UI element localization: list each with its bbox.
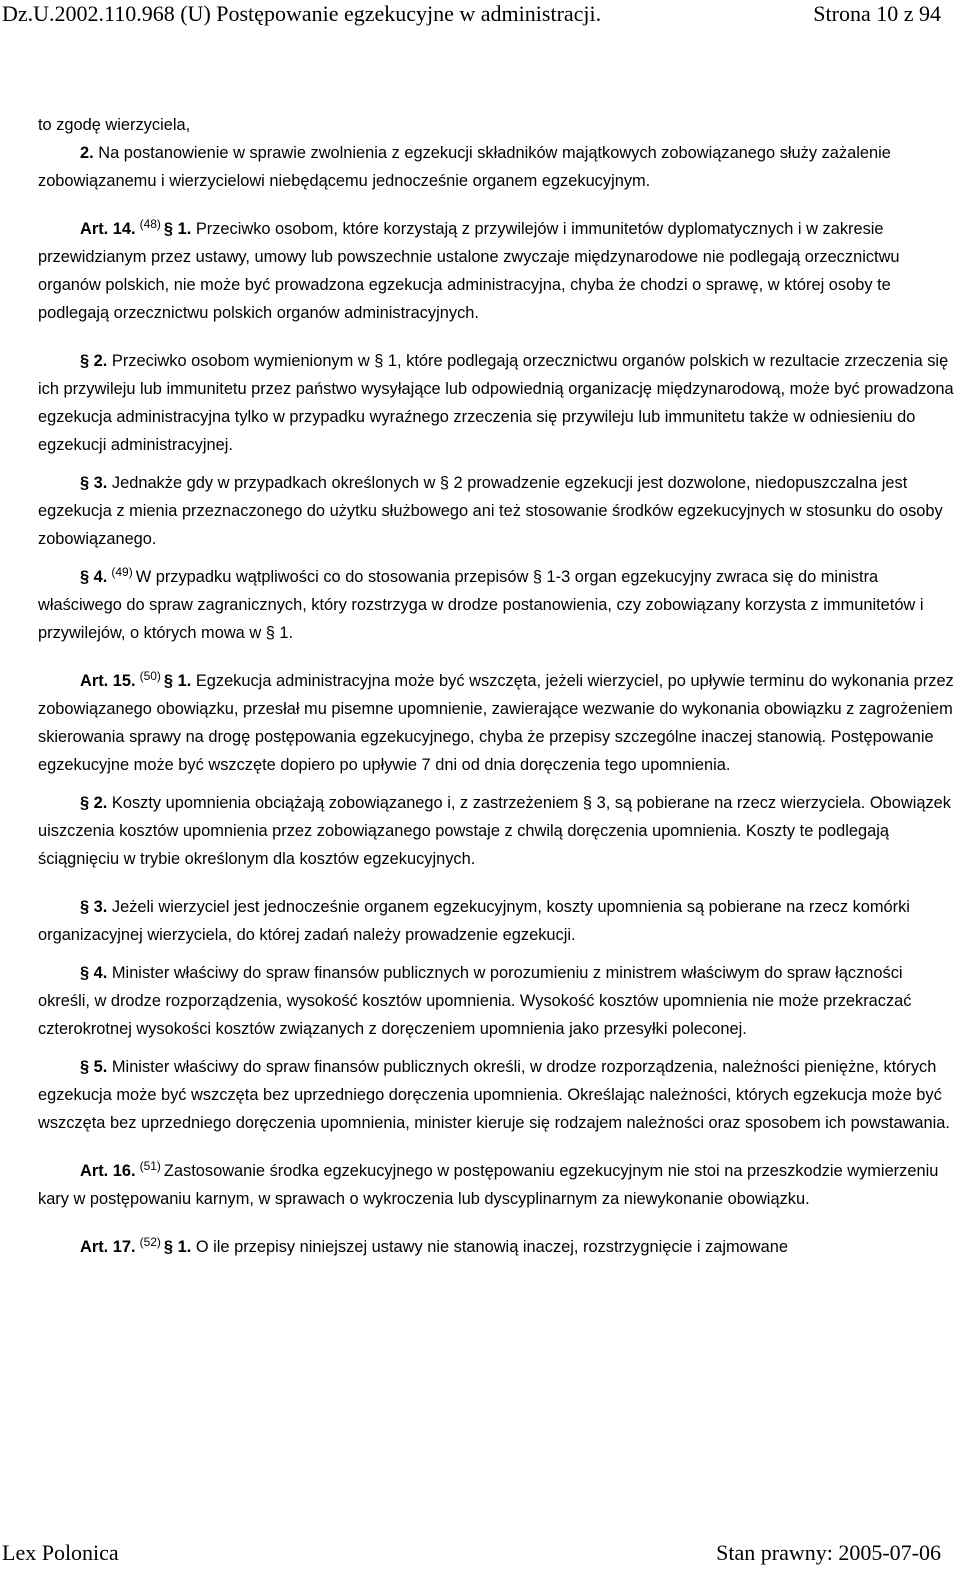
article-14-s4 (38, 563, 956, 647)
section-number: § 2. (80, 794, 108, 812)
section-number: § 1. (163, 672, 192, 690)
paragraph-text: Egzekucja administracyjna może być wszczęta, jeżeli wierzyciel, po upływie terminu do wykonania przez zobowiązanego obowiązku, przesłał mu pisemne upomnienie, zawierające wezwanie do wykonania obowiązku z zagrożeniem skierowania sprawy na drogę postępowania egzekucyjnego, chyba że przepisy szczególne inaczej stanowią. Postępowanie egzekucyjne może być wszczęte dopiero po upływie 7 dni od dnia doręczenia tego upomnienia. (38, 672, 954, 774)
document-body (38, 111, 956, 1261)
article-15-s3 (38, 893, 956, 949)
section-number: § 1. (163, 1238, 192, 1256)
page-header (0, 0, 960, 40)
article-14-s3 (38, 469, 956, 553)
article-15-s5 (38, 1053, 956, 1137)
article-14-s1 (38, 215, 956, 327)
article-15-s1 (38, 667, 956, 779)
article-number: Art. 14. (80, 220, 136, 238)
article-number: Art. 15. (80, 672, 136, 690)
section-number: § 3. (80, 898, 108, 916)
paragraph-text: O ile przepisy niniejszej ustawy nie stanowią inaczej, rozstrzygnięcie i zajmowane (191, 1238, 788, 1256)
header-document-title: Dz.U.2002.110.968 (U) Postępowanie egzekucyjne w administracji. (2, 1, 602, 26)
article-15-s2 (38, 789, 956, 873)
section-number: § 1. (163, 220, 192, 238)
footnote-ref[interactable]: (51) (139, 1159, 161, 1173)
footnote-ref[interactable]: (52) (139, 1235, 161, 1249)
paragraph-text: Minister właściwy do spraw finansów publicznych w porozumieniu z ministrem właściwym do spraw łączności określi, w drodze rozporządzenia, wysokość kosztów upomnienia. Wysokość kosztów upomnienia nie może przekraczać czterokrotnej wysokości kosztów związanych z doręczeniem upomnienia jako przesyłki poleconej. (38, 964, 912, 1038)
header-page-number: Strona 10 z 94 (813, 1, 941, 26)
footnote-ref[interactable]: (49) (111, 565, 133, 579)
paragraph-text: Przeciwko osobom wymienionym w § 1, które podlegają orzecznictwu organów polskich w rezultacie zrzeczenia się ich przywileju lub immunitetu przez państwo wysyłające lub odpowiednią organizację międzynarodową, może być prowadzona egzekucja administracyjna tylko w przypadku wyraźnego zrzeczenia się przywileju lub immunitetu także w odniesieniu do egzekucji administracyjnej. (38, 352, 954, 454)
paragraph-text: W przypadku wątpliwości co do stosowania przepisów § 1-3 organ egzekucyjny zwraca się do ministra właściwego do spraw zagranicznych, który rozstrzyga w drodze postanowienia, czy zobowiązany korzysta z immunitetów i przywilejów, o których mowa w § 1. (38, 568, 924, 642)
paragraph-text: Jeżeli wierzyciel jest jednocześnie organem egzekucyjnym, koszty upomnienia są pobierane na rzecz komórki organizacyjnej wierzyciela, do której zadań należy prowadzenie egzekucji. (38, 898, 910, 944)
section-number: § 2. (80, 352, 108, 370)
section-number: § 3. (80, 474, 108, 492)
paragraph-text: Zastosowanie środka egzekucyjnego w postępowaniu egzekucyjnym nie stoi na przeszkodzie wymierzeniu kary w postępowaniu karnym, w sprawach o wykroczenia lub dyscyplinarnym za niewykonanie obowiązku. (38, 1162, 939, 1208)
section-number: 2. (80, 144, 94, 162)
paragraph-art13-s2 (38, 139, 956, 195)
paragraph-text: to zgodę wierzyciela, (38, 116, 191, 134)
article-14-s2 (38, 347, 956, 459)
article-number: Art. 16. (80, 1162, 136, 1180)
article-number: Art. 17. (80, 1238, 136, 1256)
footer-publisher: Lex Polonica (2, 1540, 119, 1565)
article-17-s1 (38, 1233, 956, 1261)
paragraph-text: Koszty upomnienia obciążają zobowiązanego i, z zastrzeżeniem § 3, są pobierane na rzecz wierzyciela. Obowiązek uiszczenia kosztów upomnienia przez zobowiązanego powstaje z chwilą doręczenia upomnienia. Koszty te podlegają ściągnięciu w trybie określonym dla kosztów egzekucyjnych. (38, 794, 951, 868)
section-number: § 5. (80, 1058, 108, 1076)
article-15-s4 (38, 959, 956, 1043)
paragraph-text: Jednakże gdy w przypadkach określonych w § 2 prowadzenie egzekucji jest dozwolone, niedopuszczalna jest egzekucja z mienia przeznaczonego do użytku służbowego ani też stosowanie środków egzekucyjnych w stosunku do osoby zobowiązanego. (38, 474, 943, 548)
footnote-ref[interactable]: (48) (139, 217, 161, 231)
section-number: § 4. (80, 568, 108, 586)
paragraph-text: Minister właściwy do spraw finansów publicznych określi, w drodze rozporządzenia, należności pieniężne, których egzekucja może być wszczęta bez uprzedniego doręczenia upomnienia. Określając należności, których egzekucja może być wszczęta bez uprzedniego doręczenia upomnienia, minister kieruje się rodzajem należności oraz sposobem ich powstawania. (38, 1058, 950, 1132)
paragraph-text: Na postanowienie w sprawie zwolnienia z egzekucji składników majątkowych zobowiązanego służy zażalenie zobowiązanemu i wierzycielowi niebędącemu jednocześnie organem egzekucyjnym. (38, 144, 891, 190)
page-footer (0, 1536, 960, 1576)
footnote-ref[interactable]: (50) (139, 669, 161, 683)
footer-legal-status-date: Stan prawny: 2005-07-06 (716, 1540, 941, 1565)
paragraph-continuation (38, 111, 956, 139)
article-16 (38, 1157, 956, 1213)
section-number: § 4. (80, 964, 108, 982)
paragraph-text: Przeciwko osobom, które korzystają z przywilejów i immunitetów dyplomatycznych i w zakresie przewidzianym przez ustawy, umowy lub powszechnie ustalone zwyczaje międzynarodowe nie podlegają orzecznictwu organów polskich, nie może być prowadzona egzekucja administracyjna, chyba że chodzi o sprawę, w której osoby te podlegają orzecznictwu polskich organów administracyjnych. (38, 220, 900, 322)
